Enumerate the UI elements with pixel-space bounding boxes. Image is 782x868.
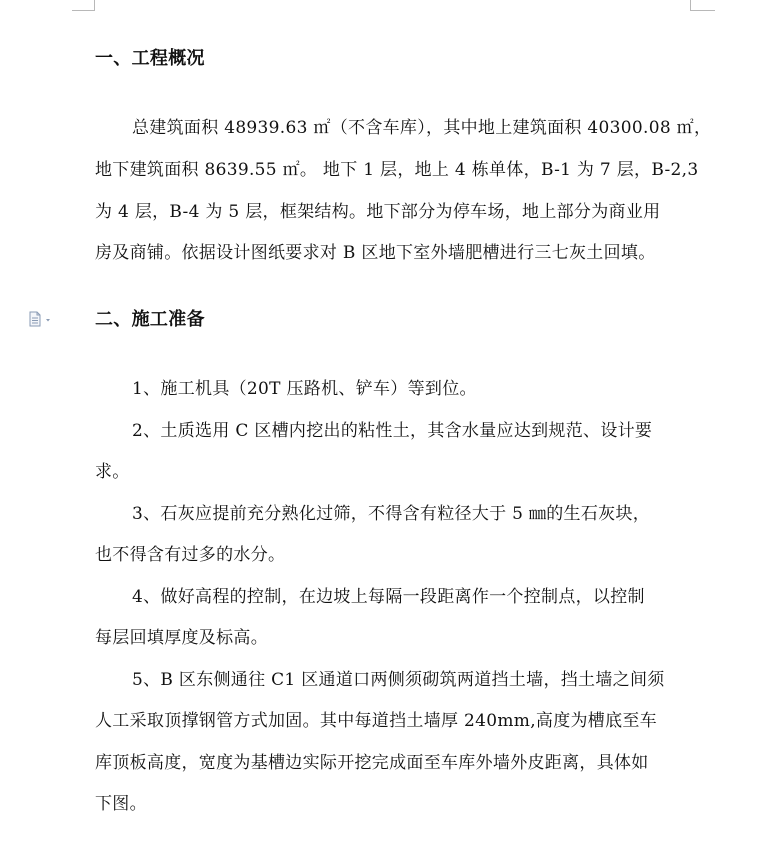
list-item-line: 下图。 <box>95 794 147 814</box>
paragraph-line: 为 4 层，B-4 为 5 层，框架结构。地下部分为停车场，地上部分为商业用 <box>95 202 661 222</box>
crop-mark-top-left <box>72 0 95 11</box>
list-item-line: 库顶板高度，宽度为基槽边实际开挖完成面至车库外墙外皮距离，具体如 <box>95 753 649 773</box>
list-item-line: 每层回填厚度及标高。 <box>95 628 268 648</box>
paragraph-line: 总建筑面积 48939.63 ㎡（不含车库），其中地上建筑面积 40300.08 ㎡， <box>132 118 712 138</box>
list-item-line: 2、土质选用 C 区槽内挖出的粘性土，其含水量应达到规范、设计要 <box>132 421 653 441</box>
list-item-line: 4、做好高程的控制，在边坡上每隔一段距离作一个控制点，以控制 <box>132 587 645 607</box>
section-heading-preparation: 二、施工准备 <box>95 309 205 330</box>
list-item-line: 5、B 区东侧通往 C1 区通道口两侧须砌筑两道挡土墙，挡土墙之间须 <box>132 670 665 690</box>
list-item-line: 3、石灰应提前充分熟化过筛，不得含有粒径大于 5 ㎜的生石灰块， <box>132 504 651 524</box>
paragraph-line: 地下建筑面积 8639.55 ㎡。 地下 1 层，地上 4 栋单体，B-1 为 7 层，B-2,3 <box>95 160 699 180</box>
section-heading-overview: 一、工程概况 <box>95 48 205 69</box>
list-item-line: 求。 <box>95 462 130 482</box>
list-item-line: 人工采取顶撑钢管方式加固。其中每道挡土墙厚 240mm,高度为槽底至车 <box>95 711 657 731</box>
list-item-line: 也不得含有过多的水分。 <box>95 545 286 565</box>
crop-mark-top-right <box>690 0 715 11</box>
list-item-line: 1、施工机具（20T 压路机、铲车）等到位。 <box>132 379 477 399</box>
document-options-icon[interactable] <box>27 311 57 327</box>
paragraph-line: 房及商铺。依据设计图纸要求对 B 区地下室外墙肥槽进行三七灰土回填。 <box>95 243 656 263</box>
